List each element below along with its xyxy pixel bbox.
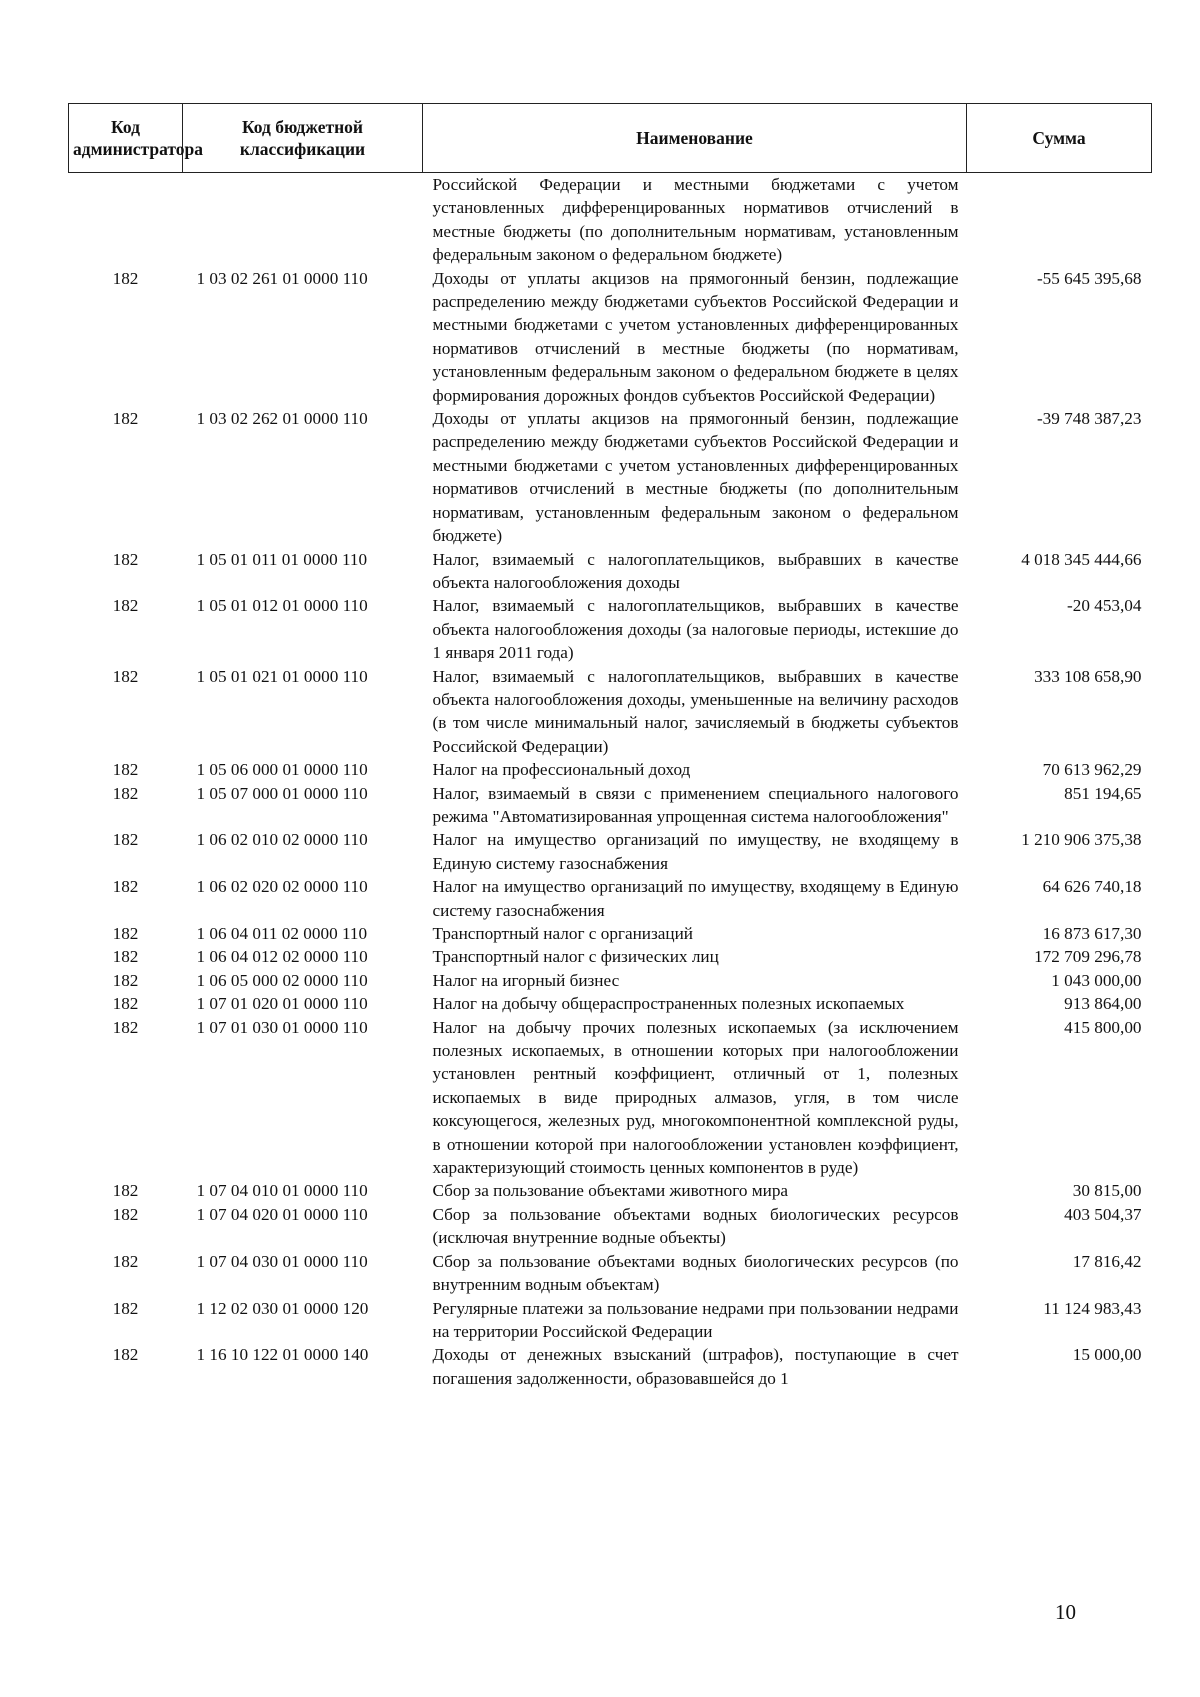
name-cell: Налог на добычу прочих полезных ископаемых (за исключением полезных ископаемых, в отношении которых при налогообложении установлен рентный коэффициент, отличный от 1, полезных ископаемых в виде природных алмазов, угля, в том числе коксующегося, железных руд, многокомпонентной комплексной руды, в отношении которой при налогообложении установлен коэффициент, характеризующий стоимость ценных компонентов в руде) [432, 1017, 959, 1178]
name-cell: Транспортный налог с организаций [432, 924, 693, 943]
sum-cell: 11 124 983,43 [1043, 1298, 1142, 1318]
sum-cell: 403 504,37 [1064, 1204, 1142, 1224]
budget-code-cell: 1 05 01 021 01 0000 110 [196, 666, 368, 686]
budget-code-cell: 1 07 01 030 01 0000 110 [196, 1017, 368, 1037]
table-row [69, 758, 1152, 781]
budget-code-cell: 1 06 02 020 02 0000 110 [196, 877, 368, 897]
table-row [69, 1250, 1152, 1297]
budget-code-cell: 1 07 01 020 01 0000 110 [196, 994, 368, 1014]
admin-code-cell: 182 [112, 877, 139, 897]
admin-code-cell: 182 [112, 549, 139, 569]
admin-code-cell: 182 [112, 947, 139, 967]
sum-cell: -20 453,04 [1067, 596, 1142, 616]
admin-code-cell: 182 [112, 1251, 139, 1271]
name-cell: Доходы от уплаты акцизов на прямогонный бензин, подлежащие распределению между бюджетами субъектов Российской Федерации и местными бюджетами с учетом установленных дифференцированных нормативов отчислений в местные бюджеты (по нормативам, установленным федеральным законом о федеральном бюджете в целях формирования дорожных фондов субъектов Российской Федерации) [432, 268, 959, 405]
admin-code-cell: 182 [112, 409, 139, 429]
admin-code-cell: 182 [112, 596, 139, 616]
table-row [69, 594, 1152, 664]
name-cell: Налог на добычу общераспространенных полезных ископаемых [432, 994, 905, 1014]
name-cell: Налог на профессиональный доход [432, 760, 691, 780]
table-row [69, 828, 1152, 875]
sum-cell: 30 815,00 [1072, 1181, 1142, 1201]
name-cell: Налог, взимаемый с налогоплательщиков, выбравших в качестве объекта налогообложения доходы [432, 549, 959, 592]
page-number: 10 [1055, 1600, 1076, 1624]
budget-code-cell: 1 07 04 030 01 0000 110 [196, 1251, 368, 1271]
admin-code-cell: 182 [112, 1017, 139, 1037]
admin-code-cell: 182 [112, 1181, 139, 1201]
sum-cell: 4 018 345 444,66 [1021, 549, 1142, 569]
sum-cell: 64 626 740,18 [1042, 877, 1142, 897]
name-cell: Регулярные платежи за пользование недрами при пользовании недрами на территории Российской Федерации [432, 1298, 959, 1341]
admin-code-cell: 182 [112, 1298, 139, 1318]
table-row [69, 969, 1152, 992]
name-cell: Налог на имущество организаций по имуществу, не входящему в Единую систему газоснабжения [432, 830, 959, 873]
admin-code-cell [69, 173, 183, 267]
sum-cell: 17 816,42 [1072, 1251, 1142, 1271]
header-sum: Сумма [967, 104, 1152, 173]
table-row [69, 782, 1152, 829]
table-row [69, 1297, 1152, 1344]
name-cell: Сбор за пользование объектами водных биологических ресурсов (по внутренним водным объектам) [432, 1251, 959, 1295]
name-cell: Налог, взимаемый с налогоплательщиков, выбравших в качестве объекта налогообложения доходы, уменьшенные на величину расходов (в том числе минимальный налог, зачисляемый в бюджеты субъектов Российской Федерации) [432, 666, 959, 756]
sum-cell: 1 210 906 375,38 [1021, 830, 1142, 850]
name-cell: Транспортный налог с физических лиц [432, 947, 719, 967]
sum-cell: 913 864,00 [1064, 994, 1142, 1014]
sum-cell [967, 173, 1152, 267]
table-row [69, 922, 1152, 945]
budget-code-cell: 1 05 01 012 01 0000 110 [196, 596, 368, 616]
table-row [69, 1203, 1152, 1250]
sum-cell: 1 043 000,00 [1051, 970, 1142, 990]
budget-code-cell: 1 06 04 011 02 0000 110 [196, 924, 368, 943]
name-cell: Сбор за пользование объектами животного мира [432, 1181, 789, 1201]
budget-code-cell: 1 05 07 000 01 0000 110 [196, 783, 368, 803]
name-cell: Сбор за пользование объектами водных биологических ресурсов (исключая внутренние водные объекты) [432, 1204, 959, 1248]
budget-code-cell: 1 06 04 012 02 0000 110 [196, 947, 368, 967]
sum-cell: -39 748 387,23 [1036, 409, 1142, 429]
table-row [69, 548, 1152, 595]
budget-code-cell: 1 12 02 030 01 0000 120 [196, 1298, 369, 1318]
sum-cell: 16 873 617,30 [1042, 924, 1142, 943]
sum-cell: 15 000,00 [1072, 1345, 1142, 1365]
table-row [69, 875, 1152, 922]
name-cell: Налог на имущество организаций по имуществу, входящему в Единую систему газоснабжения [432, 877, 959, 920]
admin-code-cell: 182 [112, 666, 139, 686]
table-row [69, 267, 1152, 407]
table-row [69, 1179, 1152, 1202]
name-cell: Доходы от денежных взысканий (штрафов), поступающие в счет погашения задолженности, образовавшейся до 1 [432, 1345, 959, 1388]
header-admin-code: Код администратора [69, 104, 183, 173]
admin-code-cell: 182 [112, 924, 139, 943]
budget-code-cell: 1 05 01 011 01 0000 110 [196, 549, 368, 569]
table-body [69, 173, 1152, 1391]
name-cell: Налог, взимаемый с налогоплательщиков, выбравших в качестве объекта налогообложения доходы (за налоговые периоды, истекшие до 1 января 2011 года) [432, 596, 959, 663]
budget-code-cell: 1 07 04 020 01 0000 110 [196, 1204, 368, 1224]
budget-code-cell: 1 07 04 010 01 0000 110 [196, 1181, 368, 1201]
sum-cell: 851 194,65 [1064, 783, 1142, 803]
budget-code-cell: 1 05 06 000 01 0000 110 [196, 760, 368, 780]
header-budget-code: Код бюджетной классификации [183, 104, 423, 173]
budget-code-cell: 1 06 05 000 02 0000 110 [196, 970, 368, 990]
admin-code-cell: 182 [112, 970, 139, 990]
admin-code-cell: 182 [112, 830, 139, 850]
sum-cell: -55 645 395,68 [1036, 268, 1142, 288]
table-row [69, 945, 1152, 968]
table-header [69, 104, 1152, 173]
table-row [69, 992, 1152, 1015]
budget-code-cell: 1 03 02 261 01 0000 110 [196, 268, 368, 288]
table-row [69, 173, 1152, 267]
name-cell: Налог на игорный бизнес [432, 970, 620, 990]
sum-cell: 333 108 658,90 [1034, 666, 1142, 686]
budget-code-cell: 1 03 02 262 01 0000 110 [196, 409, 368, 429]
budget-code-cell [183, 173, 423, 267]
table-row [69, 407, 1152, 547]
name-cell: Российской Федерации и местными бюджетами с учетом установленных дифференцированных нормативов отчислений в местные бюджеты (по дополнительным нормативам, установленным федеральным законом о федеральном бюджете) [432, 175, 959, 265]
sum-cell: 415 800,00 [1064, 1017, 1142, 1037]
name-cell: Налог, взимаемый в связи с применением специального налогового режима "Автоматизированная упрощенная система налогообложения" [432, 783, 959, 826]
budget-revenue-table [68, 103, 1152, 1390]
sum-cell: 172 709 296,78 [1034, 947, 1142, 967]
admin-code-cell: 182 [112, 268, 139, 288]
budget-code-cell: 1 16 10 122 01 0000 140 [196, 1345, 369, 1365]
name-cell: Доходы от уплаты акцизов на прямогонный бензин, подлежащие распределению между бюджетами субъектов Российской Федерации и местными бюджетами с учетом установленных дифференцированных нормативов отчислений в местные бюджеты (по дополнительным нормативам, установленным федеральным законом о федеральном бюджете) [432, 409, 959, 546]
header-name: Наименование [423, 104, 967, 173]
sum-cell: 70 613 962,29 [1042, 760, 1142, 780]
budget-code-cell: 1 06 02 010 02 0000 110 [196, 830, 368, 850]
admin-code-cell: 182 [112, 994, 139, 1014]
admin-code-cell: 182 [112, 783, 139, 803]
admin-code-cell: 182 [112, 760, 139, 780]
table-row [69, 1343, 1152, 1390]
table-row [69, 1016, 1152, 1180]
admin-code-cell: 182 [112, 1204, 139, 1224]
admin-code-cell: 182 [112, 1345, 139, 1365]
table-row [69, 665, 1152, 759]
